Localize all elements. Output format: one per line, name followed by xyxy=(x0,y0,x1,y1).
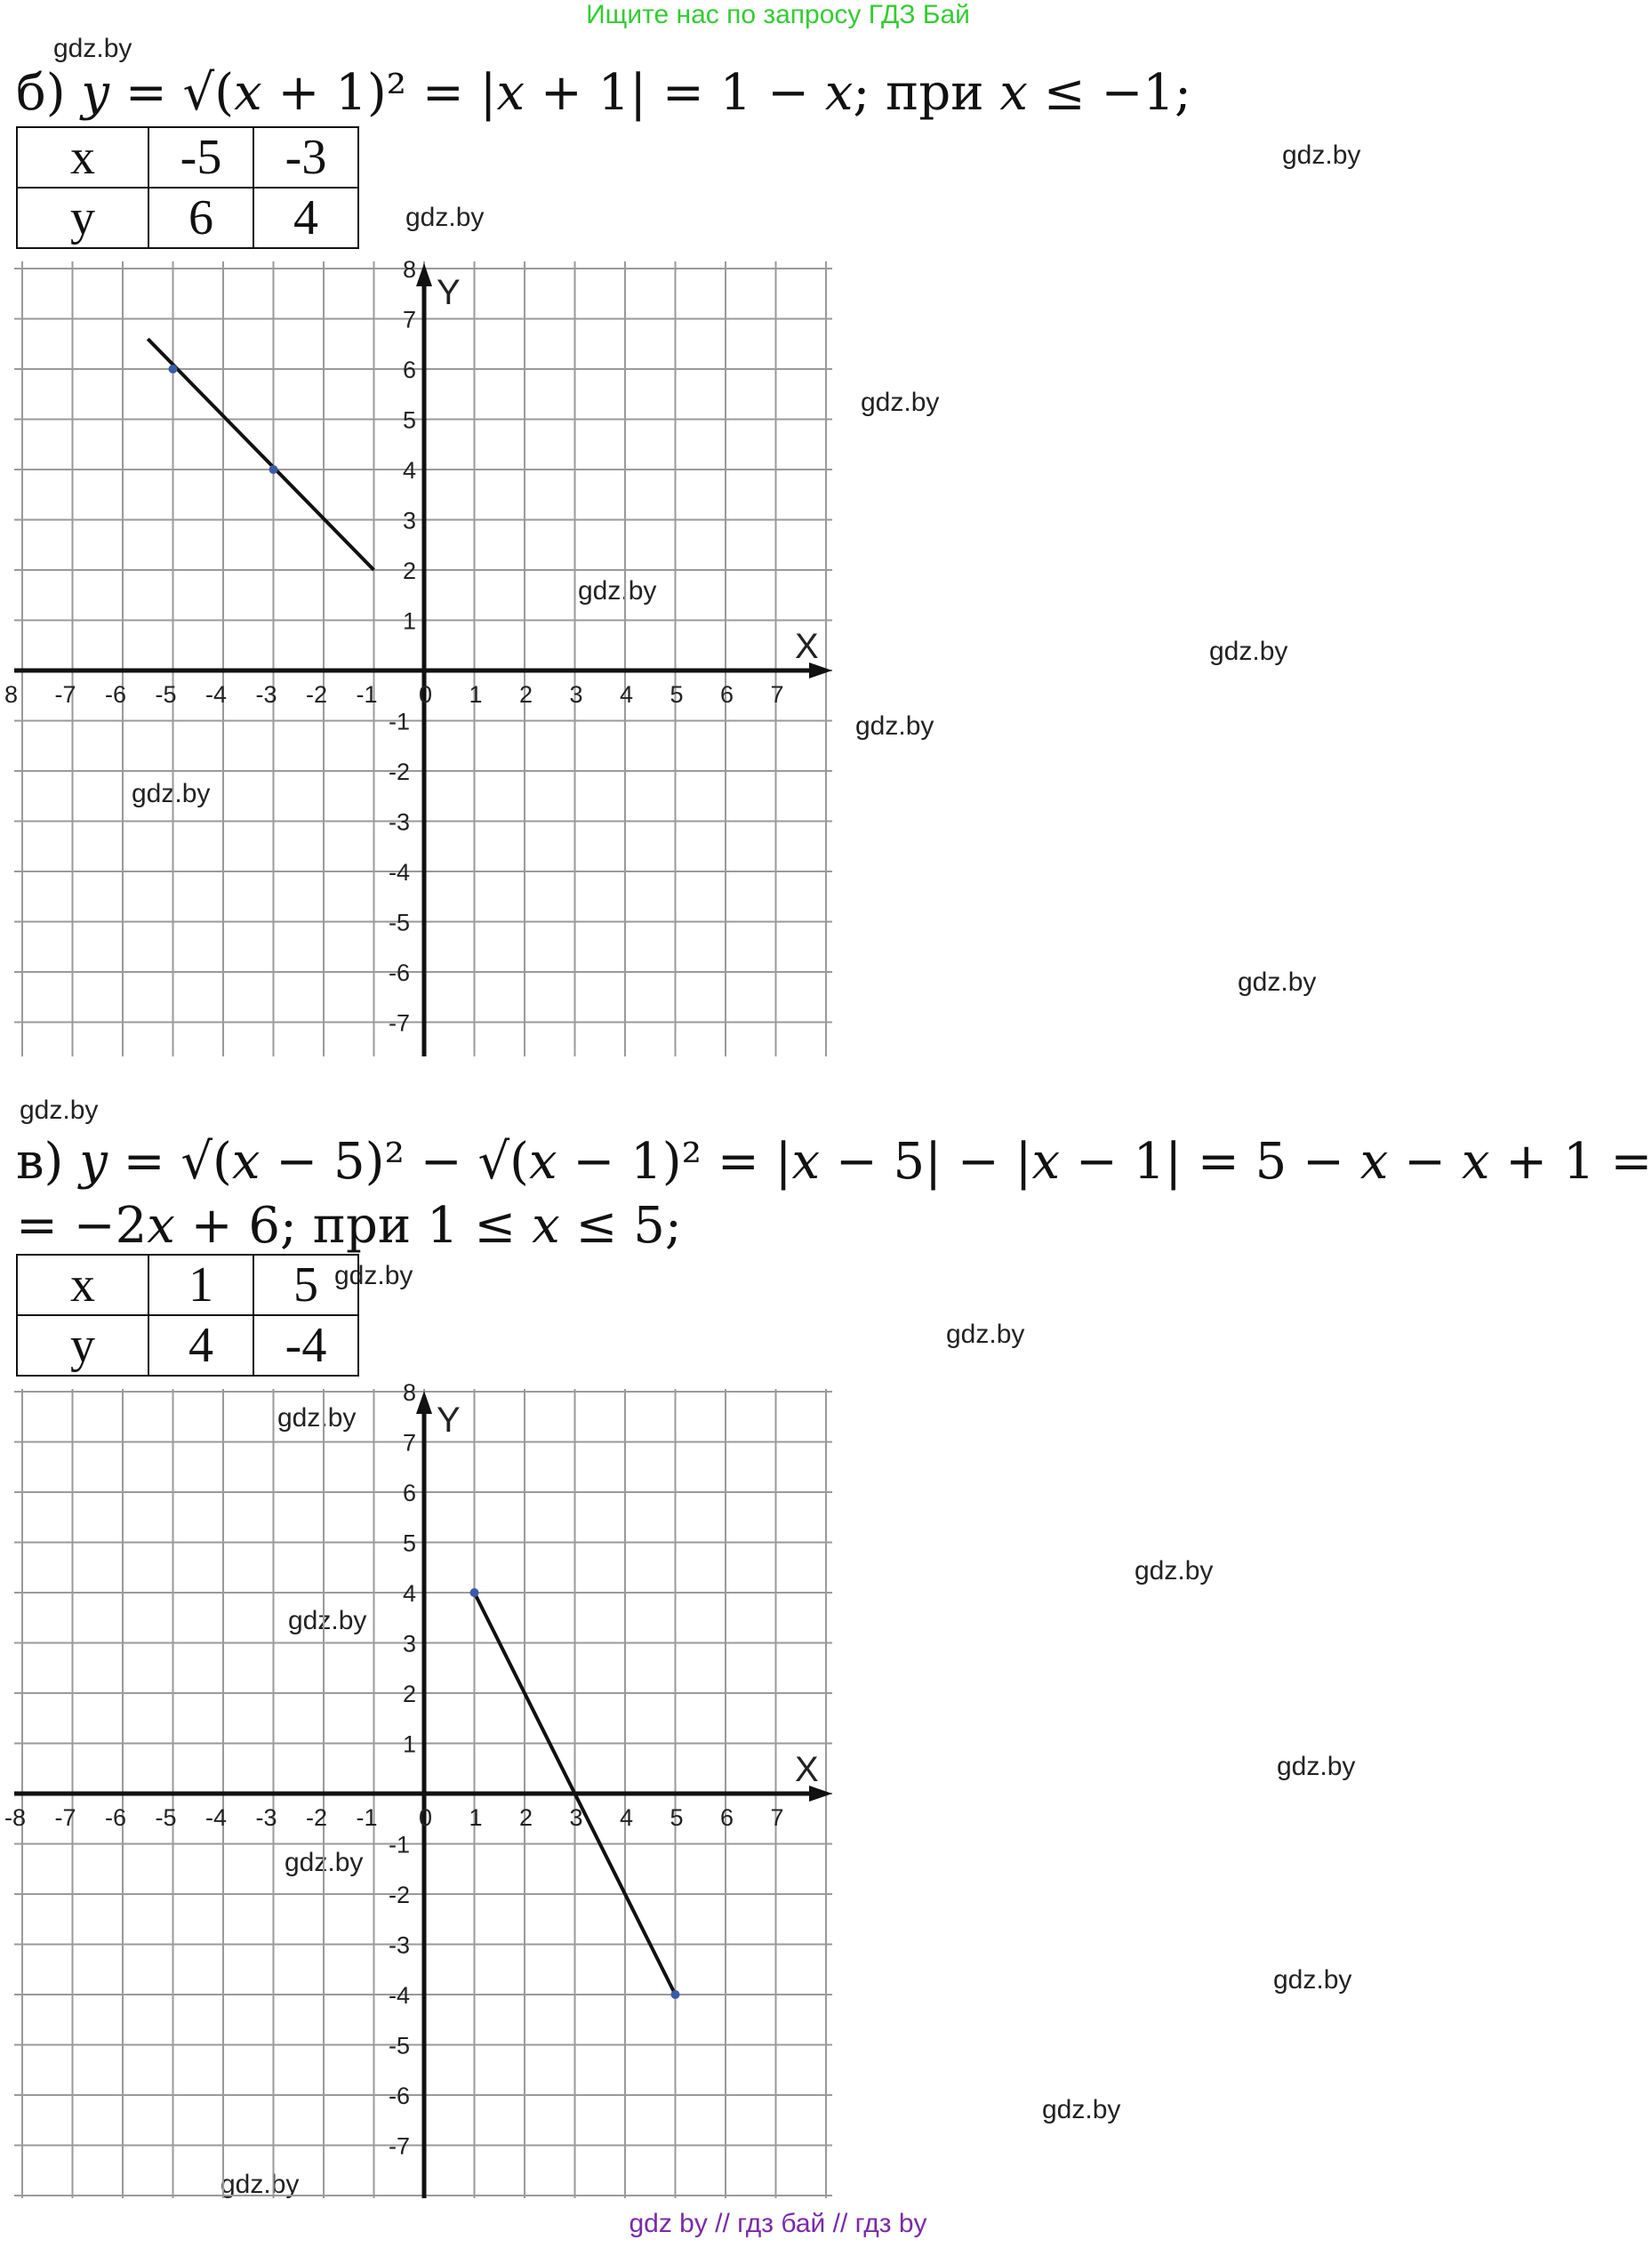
table-row-y xyxy=(17,188,358,248)
x-tick-label: -7 xyxy=(54,1804,76,1831)
x-tick-label: 8 xyxy=(4,681,19,708)
x-tick-label: -7 xyxy=(54,681,76,708)
x-tick-label: 1 xyxy=(469,1804,483,1831)
data-point xyxy=(169,365,178,373)
formula-v-line2: = −2x + 6; при 1 ≤ x ≤ 5; xyxy=(16,1197,682,1255)
formula-b: б) y = √(x + 1)² = |x + 1| = 1 − x; при x ≤ −1; xyxy=(16,64,1191,122)
y-tick-label: 6 xyxy=(403,357,417,383)
table-cell: x xyxy=(17,1255,148,1315)
y-tick-label: 5 xyxy=(403,1529,417,1557)
x-axis-label: X xyxy=(795,1750,819,1789)
watermark: gdz.by xyxy=(1282,140,1361,170)
data-point xyxy=(671,1990,680,1999)
x-tick-label: -5 xyxy=(155,681,177,708)
y-tick-label: -1 xyxy=(389,708,411,735)
table-cell: y xyxy=(17,188,148,248)
y-tick-label: 2 xyxy=(403,1681,417,1707)
x-tick-label: -3 xyxy=(255,681,277,708)
x-tick-label: 7 xyxy=(770,681,784,708)
watermark: gdz.by xyxy=(20,1096,99,1125)
watermark: gdz.by xyxy=(1042,2095,1121,2124)
y-axis-label: Y xyxy=(437,1401,461,1440)
y-tick-label: -2 xyxy=(389,1882,411,1908)
x-tick-label: 5 xyxy=(670,1804,684,1831)
watermark: gdz.by xyxy=(578,576,657,606)
y-tick-label: -7 xyxy=(389,1009,411,1037)
x-tick-label: 7 xyxy=(770,1804,784,1831)
x-tick-label: 3 xyxy=(569,1804,583,1831)
x-tick-label: -1 xyxy=(356,681,378,708)
y-tick-label: 1 xyxy=(403,607,417,635)
table-cell: 1 xyxy=(148,1255,253,1315)
graph-v xyxy=(4,1379,832,2198)
table-cell: 4 xyxy=(253,188,358,248)
data-point xyxy=(269,465,278,474)
watermark: gdz.by xyxy=(288,1606,367,1635)
watermark: gdz.by xyxy=(277,1403,357,1433)
table-cell: x xyxy=(17,127,148,188)
y-tick-label: 7 xyxy=(403,1429,417,1457)
values-table-v xyxy=(16,1254,359,1377)
y-tick-label: -5 xyxy=(389,2032,411,2059)
watermark: gdz.by xyxy=(53,34,132,63)
watermark: gdz.by xyxy=(946,1320,1025,1349)
x-tick-label: -8 xyxy=(4,1804,27,1831)
y-tick-label: -6 xyxy=(389,2083,411,2109)
y-tick-label: -3 xyxy=(389,808,411,836)
y-tick-label: -2 xyxy=(389,759,411,785)
watermark: gdz.by xyxy=(405,203,485,232)
x-axis-label: X xyxy=(795,627,819,666)
top-banner: Ищите нас по запросу ГДЗ Бай xyxy=(586,0,970,29)
x-tick-label: -6 xyxy=(105,1804,127,1831)
y-axis-arrow xyxy=(416,263,432,286)
x-tick-label: 4 xyxy=(620,1804,634,1831)
y-tick-label: 2 xyxy=(403,558,417,584)
table-cell: -4 xyxy=(253,1315,358,1376)
y-tick-label: 5 xyxy=(403,406,417,434)
x-tick-label: 2 xyxy=(519,1804,533,1831)
y-tick-label: 7 xyxy=(403,306,417,333)
table-row-x xyxy=(17,127,358,188)
x-tick-label: 2 xyxy=(519,681,533,708)
y-tick-label: -1 xyxy=(389,1831,411,1859)
watermark: gdz.by xyxy=(132,779,211,808)
y-tick-label: -4 xyxy=(389,1982,411,2009)
x-tick-label: 3 xyxy=(569,681,583,708)
table-cell: y xyxy=(17,1315,148,1376)
y-tick-label: 8 xyxy=(403,256,417,283)
watermark: gdz.by xyxy=(1277,1752,1356,1781)
watermark: gdz.by xyxy=(1135,1556,1214,1586)
graph-b xyxy=(4,256,832,1056)
x-tick-label: -3 xyxy=(255,1804,277,1831)
y-tick-label: 4 xyxy=(403,1580,417,1607)
y-axis-arrow xyxy=(416,1391,432,1414)
x-tick-label: 0 xyxy=(419,1804,433,1831)
y-tick-label: -5 xyxy=(389,909,411,936)
y-axis-label: Y xyxy=(437,273,461,312)
x-tick-label: -2 xyxy=(306,681,328,708)
table-cell: -5 xyxy=(148,127,253,188)
y-tick-label: 3 xyxy=(403,1630,417,1658)
x-tick-label: 4 xyxy=(620,681,634,708)
watermark: gdz.by xyxy=(334,1261,413,1290)
y-tick-label: -7 xyxy=(389,2132,411,2160)
bottom-banner: gdz by // гдз бай // гдз by xyxy=(629,2209,927,2238)
table-cell: 6 xyxy=(148,188,253,248)
x-tick-label: 6 xyxy=(720,681,734,708)
watermark: gdz.by xyxy=(861,388,940,417)
y-tick-label: 8 xyxy=(403,1379,417,1406)
x-tick-label: -1 xyxy=(356,1804,378,1831)
y-tick-label: -6 xyxy=(389,959,411,986)
watermark: gdz.by xyxy=(855,711,934,741)
x-tick-label: -2 xyxy=(306,1804,328,1831)
series-line xyxy=(148,339,373,570)
x-tick-label: -6 xyxy=(105,681,127,708)
watermark: gdz.by xyxy=(285,1848,364,1877)
watermark: gdz.by xyxy=(1209,637,1288,666)
x-tick-label: 5 xyxy=(670,681,684,708)
watermark: gdz.by xyxy=(1238,967,1317,997)
table-cell: 4 xyxy=(148,1315,253,1376)
y-tick-label: -4 xyxy=(389,859,411,886)
data-point xyxy=(470,1588,479,1597)
x-tick-label: -5 xyxy=(155,1804,177,1831)
x-tick-label: 6 xyxy=(720,1804,734,1831)
watermark: gdz.by xyxy=(1273,1965,1352,1995)
x-tick-label: -4 xyxy=(205,681,228,708)
y-tick-label: 3 xyxy=(403,507,417,534)
x-tick-label: -4 xyxy=(205,1804,228,1831)
x-tick-label: 0 xyxy=(419,681,433,708)
table-cell: -3 xyxy=(253,127,358,188)
y-tick-label: 4 xyxy=(403,457,417,484)
y-tick-label: -3 xyxy=(389,1931,411,1959)
y-tick-label: 6 xyxy=(403,1480,417,1506)
table-row-x xyxy=(17,1255,358,1315)
table-row-y xyxy=(17,1315,358,1376)
watermark: gdz.by xyxy=(221,2170,300,2199)
y-tick-label: 1 xyxy=(403,1730,417,1758)
values-table-b xyxy=(16,126,359,249)
formula-v-line1: в) y = √(x − 5)² − √(x − 1)² = |x − 5| − |x − 1| = 5 − x − x + 1 = xyxy=(16,1133,1652,1191)
x-tick-label: 1 xyxy=(469,681,483,708)
table-cell: 5 xyxy=(253,1255,358,1315)
